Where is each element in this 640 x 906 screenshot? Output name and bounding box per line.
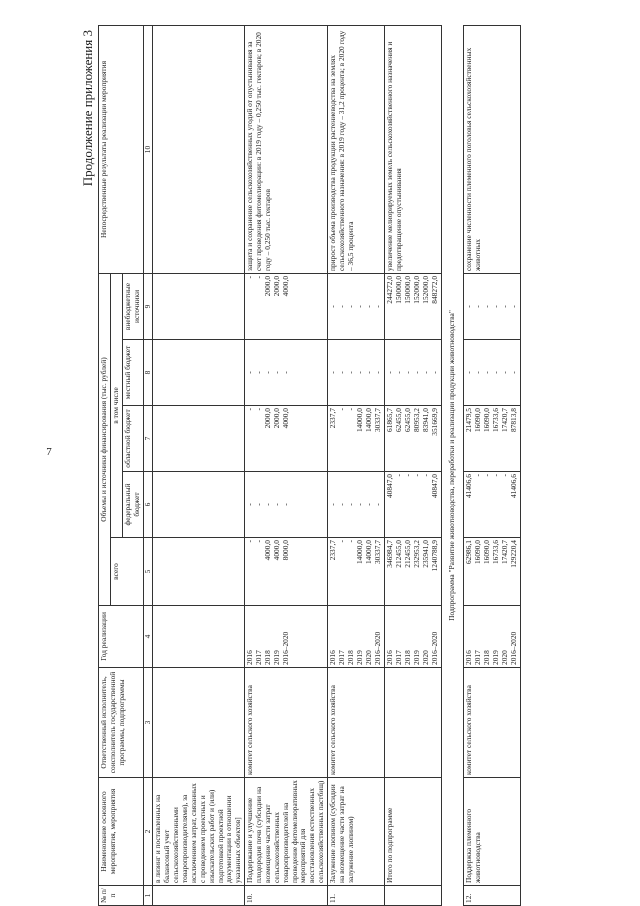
extrabudget-values: - - - - - - — [463, 273, 520, 339]
header-total: всего — [110, 538, 143, 606]
regional-values: 21479,5 16090,0 16090,0 16733,6 17420,7 87813,8 — [463, 406, 520, 472]
header-results: Непосредственные результаты реализации мероприятия — [99, 25, 144, 273]
col-number: 2 — [143, 778, 153, 886]
executor: комитет сельского хозяйства — [328, 668, 385, 778]
col-number: 10 — [143, 25, 153, 273]
table-row-subprogram-total — [385, 25, 442, 905]
regional-values: 2337,7 - - 14000,0 14000,0 30337,7 — [328, 406, 385, 472]
row-number: 12. — [463, 886, 520, 906]
col-number: 8 — [143, 340, 153, 406]
regional-values: - - 2000,0 2000,0 4000,0 — [245, 406, 328, 472]
col-number: 1 — [143, 886, 153, 906]
activity-name: Поддержка племенного животноводства — [463, 778, 520, 886]
header-name: Наименование основного мероприятия, мероприятия — [99, 778, 144, 886]
header-num: № п/п — [99, 886, 144, 906]
header-financing: Объемы и источники финансирования (тыс. рублей) — [99, 273, 111, 605]
local-values: - - - - - - — [463, 340, 520, 406]
local-values: - - - - - - — [385, 340, 442, 406]
row-number: 10. — [245, 886, 328, 906]
federal-values: 40847,0 - - - - 40847,0 — [385, 472, 442, 538]
page-number: 7 — [46, 446, 52, 458]
federal-values: 41406,6 - - - - 41406,6 — [463, 472, 520, 538]
result-text: увеличение мелиорируемых земель сельскохозяйственного назначения и предотвращение опустынивания — [385, 25, 442, 273]
activity-name: Залужение люпином (субсидии на возмещение части затрат на залужение люпином) — [328, 778, 385, 886]
header-executor: Ответственный исполнитель, соисполнитель государственной программы, подпрограммы — [99, 668, 144, 778]
local-values: - - - - - - — [328, 340, 385, 406]
table-row-continuation — [153, 25, 245, 905]
column-numbers-row — [143, 25, 153, 905]
header-federal: федеральный бюджет — [122, 472, 143, 538]
subprogram-heading-row — [442, 25, 464, 905]
years-list: 2016 2017 2018 2019 2016–2020 — [245, 606, 328, 668]
result-text: прирост объема производства продукции растениеводства на землях сельскохозяйственного назначения: в 2019 году – 31,2 процента; в 2020 году – 36,5 процента — [328, 25, 385, 273]
header-regional: областной бюджет — [122, 406, 143, 472]
col-number: 5 — [143, 538, 153, 606]
subprogram-title: Подпрограмма "Развитие животноводства, переработки и реализации продукции животноводства" — [442, 25, 464, 905]
col-number: 3 — [143, 668, 153, 778]
federal-values: - - - - - - — [328, 472, 385, 538]
rotated-page-content — [80, 26, 628, 906]
header-year: Год реализации — [99, 606, 144, 668]
extrabudget-values: - - 2000,0 2000,0 4000,0 — [245, 273, 328, 339]
total-values: - - 4000,0 4000,0 8000,0 — [245, 538, 328, 606]
extrabudget-values: - - - - - - — [328, 273, 385, 339]
years-list: 2016 2017 2018 2019 2020 2016–2020 — [385, 606, 442, 668]
result-text: сохранение численности племенного поголовья сельскохозяйственных животных — [463, 25, 520, 273]
continuation-text: в лизинг и поставленных на балансовый учет сельскохозяйственными товаропроизводителями), за исключением затрат, связанных с проведением проектных и изыскательских работ и (или) подготовкой проектной документации в отношении указанных объектов] — [153, 778, 245, 886]
col-number: 9 — [143, 273, 153, 339]
col-number: 7 — [143, 406, 153, 472]
continuation-title: Продолжение приложения 3 — [80, 30, 95, 187]
table-row-10 — [245, 25, 328, 905]
regional-values: 61865,7 62455,0 62455,0 80953,2 83941,0 351669,9 — [385, 406, 442, 472]
table-row-12 — [463, 25, 520, 905]
header-including: в том числе — [110, 273, 122, 537]
total-values: 62986,1 16090,0 16090,0 16733,6 17420,7 129220,4 — [463, 538, 520, 606]
header-row-1 — [99, 25, 111, 905]
total-values: 346984,7 212455,0 212455,0 232953,2 235941,0 1240788,9 — [385, 538, 442, 606]
years-list: 2016 2017 2018 2019 2020 2016–2020 — [328, 606, 385, 668]
header-extrabudget: внебюджетные источники — [122, 273, 143, 339]
row-number: 11. — [328, 886, 385, 906]
total-label: Итого по подпрограмме — [385, 778, 442, 886]
federal-values: - - - - - — [245, 472, 328, 538]
header-local: местный бюджет — [122, 340, 143, 406]
result-text: защита и сохранение сельскохозяйственных угодий от опустынивания за счет проведения фитомелиорации: в 2019 году – 0,250 тыс. гектаров; в 2020 году – 0,250 тыс. гектаров — [245, 25, 328, 273]
col-number: 4 — [143, 606, 153, 668]
years-list: 2016 2017 2018 2019 2020 2016–2020 — [463, 606, 520, 668]
extrabudget-values: 244272,0 150000,0 150000,0 152000,0 152000,0 848272,0 — [385, 273, 442, 339]
table-row-11 — [328, 25, 385, 905]
executor: комитет сельского хозяйства — [245, 668, 328, 778]
local-values: - - - - - — [245, 340, 328, 406]
program-table — [98, 25, 521, 906]
col-number: 6 — [143, 472, 153, 538]
total-values: 2337,7 - - 14000,0 14000,0 30337,7 — [328, 538, 385, 606]
activity-name: Поддержание и улучшение плодородия почв (субсидии на возмещение части затрат сельскохозяйственных товаропроизводителей на проведение фитомелиоративных мероприятий для восстановления естественных сельскохозяйственных пастбищ) — [245, 778, 328, 886]
executor: комитет сельского хозяйства — [463, 668, 520, 778]
